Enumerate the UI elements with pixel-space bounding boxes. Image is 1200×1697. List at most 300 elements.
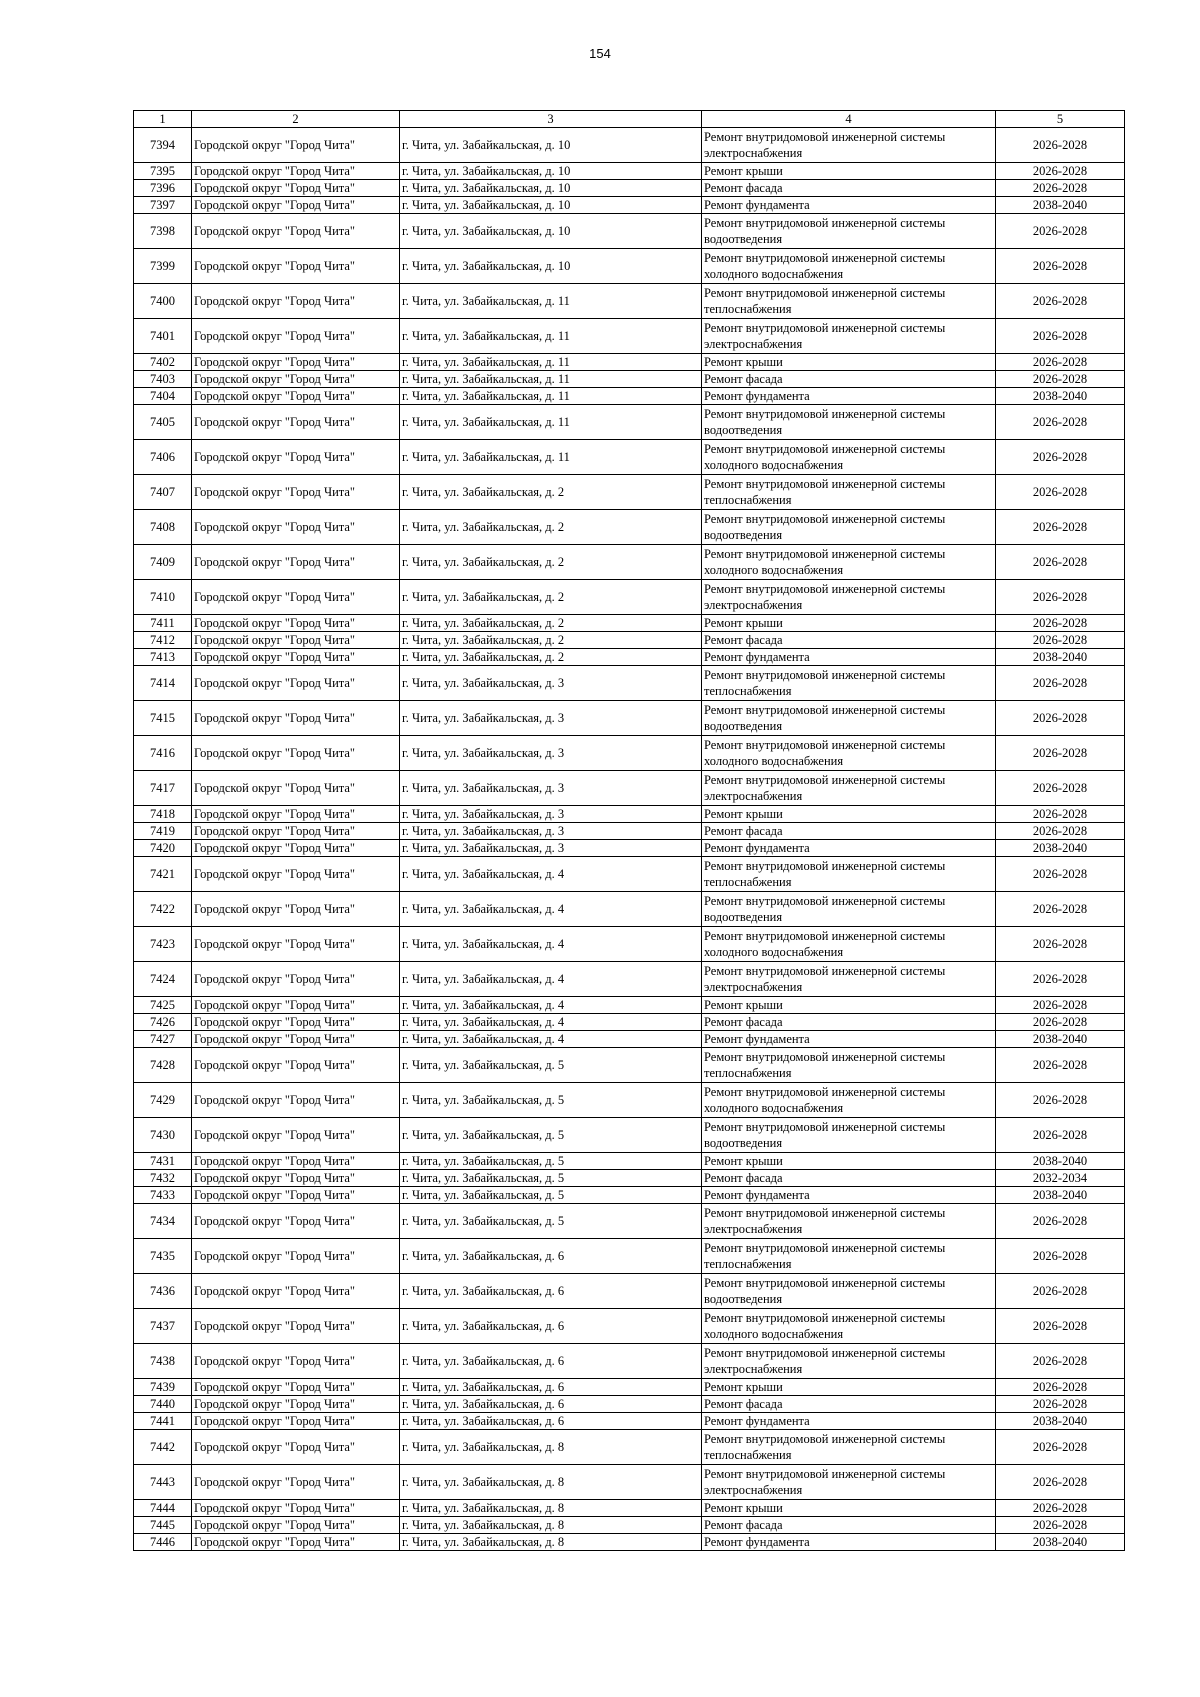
cell-row-number: 7435	[134, 1239, 192, 1274]
cell-work-type: Ремонт фасада	[702, 371, 996, 388]
cell-address: г. Чита, ул. Забайкальская, д. 8	[400, 1465, 702, 1500]
cell-row-number: 7437	[134, 1309, 192, 1344]
cell-work-type: Ремонт внутридомовой инженерной системы электроснабжения	[702, 319, 996, 354]
cell-address: г. Чита, ул. Забайкальская, д. 10	[400, 128, 702, 163]
table-row	[134, 1465, 1125, 1500]
table-row	[134, 1500, 1125, 1517]
cell-period: 2026-2028	[996, 1204, 1125, 1239]
cell-address: г. Чита, ул. Забайкальская, д. 5	[400, 1170, 702, 1187]
table-row	[134, 997, 1125, 1014]
cell-municipality: Городской округ "Город Чита"	[192, 1187, 400, 1204]
cell-address: г. Чита, ул. Забайкальская, д. 2	[400, 632, 702, 649]
cell-period: 2026-2028	[996, 1500, 1125, 1517]
cell-municipality: Городской округ "Город Чита"	[192, 354, 400, 371]
table-row	[134, 319, 1125, 354]
cell-row-number: 7428	[134, 1048, 192, 1083]
cell-work-type: Ремонт внутридомовой инженерной системы водоотведения	[702, 701, 996, 736]
cell-row-number: 7398	[134, 214, 192, 249]
cell-work-type: Ремонт внутридомовой инженерной системы теплоснабжения	[702, 284, 996, 319]
cell-municipality: Городской округ "Город Чита"	[192, 806, 400, 823]
cell-municipality: Городской округ "Город Чита"	[192, 1031, 400, 1048]
cell-municipality: Городской округ "Город Чита"	[192, 475, 400, 510]
cell-work-type: Ремонт фундамента	[702, 840, 996, 857]
cell-period: 2026-2028	[996, 1309, 1125, 1344]
cell-row-number: 7417	[134, 771, 192, 806]
table-row	[134, 857, 1125, 892]
cell-row-number: 7436	[134, 1274, 192, 1309]
table-row	[134, 892, 1125, 927]
cell-municipality: Городской округ "Город Чита"	[192, 962, 400, 997]
cell-work-type: Ремонт фундамента	[702, 388, 996, 405]
cell-municipality: Городской округ "Город Чита"	[192, 666, 400, 701]
cell-period: 2026-2028	[996, 440, 1125, 475]
cell-work-type: Ремонт крыши	[702, 1500, 996, 1517]
cell-address: г. Чита, ул. Забайкальская, д. 10	[400, 249, 702, 284]
cell-row-number: 7395	[134, 163, 192, 180]
cell-municipality: Городской округ "Город Чита"	[192, 197, 400, 214]
table-row	[134, 736, 1125, 771]
table-row	[134, 840, 1125, 857]
cell-municipality: Городской округ "Город Чита"	[192, 823, 400, 840]
cell-municipality: Городской округ "Город Чита"	[192, 1083, 400, 1118]
cell-period: 2038-2040	[996, 840, 1125, 857]
cell-row-number: 7424	[134, 962, 192, 997]
table-row	[134, 1413, 1125, 1430]
cell-work-type: Ремонт крыши	[702, 997, 996, 1014]
cell-municipality: Городской округ "Город Чита"	[192, 771, 400, 806]
cell-address: г. Чита, ул. Забайкальская, д. 2	[400, 475, 702, 510]
column-header-5: 5	[996, 111, 1125, 128]
column-header-3: 3	[400, 111, 702, 128]
cell-address: г. Чита, ул. Забайкальская, д. 4	[400, 1014, 702, 1031]
cell-work-type: Ремонт фундамента	[702, 1031, 996, 1048]
cell-work-type: Ремонт внутридомовой инженерной системы теплоснабжения	[702, 1239, 996, 1274]
cell-period: 2026-2028	[996, 806, 1125, 823]
cell-period: 2026-2028	[996, 771, 1125, 806]
cell-municipality: Городской округ "Город Чита"	[192, 1309, 400, 1344]
cell-address: г. Чита, ул. Забайкальская, д. 6	[400, 1239, 702, 1274]
cell-row-number: 7409	[134, 545, 192, 580]
cell-row-number: 7434	[134, 1204, 192, 1239]
column-header-4: 4	[702, 111, 996, 128]
table-row	[134, 580, 1125, 615]
cell-row-number: 7407	[134, 475, 192, 510]
cell-period: 2026-2028	[996, 962, 1125, 997]
table-row	[134, 666, 1125, 701]
table-row	[134, 1379, 1125, 1396]
cell-municipality: Городской округ "Город Чита"	[192, 1153, 400, 1170]
table-row	[134, 163, 1125, 180]
table-row	[134, 1430, 1125, 1465]
table-row	[134, 1187, 1125, 1204]
cell-work-type: Ремонт внутридомовой инженерной системы электроснабжения	[702, 1344, 996, 1379]
cell-address: г. Чита, ул. Забайкальская, д. 8	[400, 1430, 702, 1465]
cell-address: г. Чита, ул. Забайкальская, д. 2	[400, 615, 702, 632]
cell-address: г. Чита, ул. Забайкальская, д. 5	[400, 1118, 702, 1153]
cell-period: 2026-2028	[996, 545, 1125, 580]
cell-address: г. Чита, ул. Забайкальская, д. 4	[400, 997, 702, 1014]
cell-work-type: Ремонт внутридомовой инженерной системы холодного водоснабжения	[702, 1309, 996, 1344]
cell-municipality: Городской округ "Город Чита"	[192, 580, 400, 615]
cell-row-number: 7408	[134, 510, 192, 545]
cell-row-number: 7438	[134, 1344, 192, 1379]
table-row	[134, 510, 1125, 545]
cell-work-type: Ремонт внутридомовой инженерной системы теплоснабжения	[702, 475, 996, 510]
cell-address: г. Чита, ул. Забайкальская, д. 11	[400, 319, 702, 354]
cell-period: 2026-2028	[996, 580, 1125, 615]
cell-municipality: Городской округ "Город Чита"	[192, 615, 400, 632]
cell-period: 2026-2028	[996, 1274, 1125, 1309]
cell-period: 2026-2028	[996, 354, 1125, 371]
cell-period: 2026-2028	[996, 1118, 1125, 1153]
cell-period: 2038-2040	[996, 1153, 1125, 1170]
cell-municipality: Городской округ "Город Чита"	[192, 405, 400, 440]
cell-work-type: Ремонт крыши	[702, 1379, 996, 1396]
cell-municipality: Городской округ "Город Чита"	[192, 128, 400, 163]
cell-work-type: Ремонт внутридомовой инженерной системы электроснабжения	[702, 1465, 996, 1500]
table-row	[134, 962, 1125, 997]
cell-work-type: Ремонт фундамента	[702, 1187, 996, 1204]
cell-period: 2026-2028	[996, 927, 1125, 962]
cell-row-number: 7445	[134, 1517, 192, 1534]
cell-row-number: 7413	[134, 649, 192, 666]
cell-municipality: Городской округ "Город Чита"	[192, 857, 400, 892]
table-row	[134, 249, 1125, 284]
cell-work-type: Ремонт фасада	[702, 632, 996, 649]
cell-address: г. Чита, ул. Забайкальская, д. 4	[400, 1031, 702, 1048]
table-row	[134, 371, 1125, 388]
cell-municipality: Городской округ "Город Чита"	[192, 632, 400, 649]
cell-row-number: 7442	[134, 1430, 192, 1465]
cell-municipality: Городской округ "Город Чита"	[192, 180, 400, 197]
cell-work-type: Ремонт внутридомовой инженерной системы холодного водоснабжения	[702, 545, 996, 580]
cell-row-number: 7419	[134, 823, 192, 840]
table-row	[134, 1534, 1125, 1551]
cell-row-number: 7431	[134, 1153, 192, 1170]
cell-period: 2026-2028	[996, 1239, 1125, 1274]
cell-work-type: Ремонт внутридомовой инженерной системы водоотведения	[702, 214, 996, 249]
cell-period: 2038-2040	[996, 1534, 1125, 1551]
cell-work-type: Ремонт внутридомовой инженерной системы теплоснабжения	[702, 857, 996, 892]
cell-work-type: Ремонт внутридомовой инженерной системы холодного водоснабжения	[702, 1083, 996, 1118]
table-row	[134, 354, 1125, 371]
cell-period: 2038-2040	[996, 197, 1125, 214]
cell-municipality: Городской округ "Город Чита"	[192, 701, 400, 736]
cell-row-number: 7414	[134, 666, 192, 701]
cell-period: 2026-2028	[996, 405, 1125, 440]
cell-address: г. Чита, ул. Забайкальская, д. 3	[400, 771, 702, 806]
cell-work-type: Ремонт внутридомовой инженерной системы электроснабжения	[702, 580, 996, 615]
cell-work-type: Ремонт фасада	[702, 180, 996, 197]
cell-period: 2026-2028	[996, 163, 1125, 180]
cell-work-type: Ремонт фасада	[702, 823, 996, 840]
cell-municipality: Городской округ "Город Чита"	[192, 163, 400, 180]
cell-address: г. Чита, ул. Забайкальская, д. 5	[400, 1083, 702, 1118]
cell-row-number: 7426	[134, 1014, 192, 1031]
cell-address: г. Чита, ул. Забайкальская, д. 6	[400, 1379, 702, 1396]
cell-address: г. Чита, ул. Забайкальская, д. 6	[400, 1309, 702, 1344]
cell-address: г. Чита, ул. Забайкальская, д. 11	[400, 354, 702, 371]
cell-work-type: Ремонт внутридомовой инженерной системы холодного водоснабжения	[702, 927, 996, 962]
cell-period: 2026-2028	[996, 128, 1125, 163]
cell-row-number: 7401	[134, 319, 192, 354]
cell-period: 2026-2028	[996, 475, 1125, 510]
cell-work-type: Ремонт внутридомовой инженерной системы холодного водоснабжения	[702, 736, 996, 771]
cell-period: 2026-2028	[996, 284, 1125, 319]
cell-work-type: Ремонт внутридомовой инженерной системы электроснабжения	[702, 128, 996, 163]
cell-address: г. Чита, ул. Забайкальская, д. 8	[400, 1534, 702, 1551]
cell-address: г. Чита, ул. Забайкальская, д. 5	[400, 1187, 702, 1204]
cell-row-number: 7429	[134, 1083, 192, 1118]
table-row	[134, 1083, 1125, 1118]
cell-address: г. Чита, ул. Забайкальская, д. 2	[400, 510, 702, 545]
cell-period: 2026-2028	[996, 1344, 1125, 1379]
cell-address: г. Чита, ул. Забайкальская, д. 6	[400, 1396, 702, 1413]
cell-address: г. Чита, ул. Забайкальская, д. 5	[400, 1204, 702, 1239]
cell-municipality: Городской округ "Город Чита"	[192, 1048, 400, 1083]
table-row	[134, 1309, 1125, 1344]
cell-work-type: Ремонт внутридомовой инженерной системы водоотведения	[702, 510, 996, 545]
cell-municipality: Городской округ "Город Чита"	[192, 388, 400, 405]
cell-address: г. Чита, ул. Забайкальская, д. 11	[400, 440, 702, 475]
cell-work-type: Ремонт внутридомовой инженерной системы холодного водоснабжения	[702, 440, 996, 475]
cell-period: 2026-2028	[996, 1083, 1125, 1118]
cell-work-type: Ремонт внутридомовой инженерной системы водоотведения	[702, 1118, 996, 1153]
table-row	[134, 649, 1125, 666]
table-row	[134, 284, 1125, 319]
cell-row-number: 7397	[134, 197, 192, 214]
cell-municipality: Городской округ "Город Чита"	[192, 1274, 400, 1309]
cell-address: г. Чита, ул. Забайкальская, д. 5	[400, 1048, 702, 1083]
cell-period: 2032-2034	[996, 1170, 1125, 1187]
table-row	[134, 823, 1125, 840]
cell-work-type: Ремонт фасада	[702, 1396, 996, 1413]
cell-municipality: Городской округ "Город Чита"	[192, 736, 400, 771]
cell-address: г. Чита, ул. Забайкальская, д. 4	[400, 857, 702, 892]
cell-period: 2026-2028	[996, 615, 1125, 632]
cell-work-type: Ремонт внутридомовой инженерной системы теплоснабжения	[702, 1430, 996, 1465]
cell-work-type: Ремонт внутридомовой инженерной системы холодного водоснабжения	[702, 249, 996, 284]
table-row	[134, 1170, 1125, 1187]
cell-municipality: Городской округ "Город Чита"	[192, 840, 400, 857]
cell-work-type: Ремонт фасада	[702, 1170, 996, 1187]
cell-row-number: 7441	[134, 1413, 192, 1430]
table-row	[134, 1153, 1125, 1170]
cell-period: 2026-2028	[996, 892, 1125, 927]
cell-row-number: 7446	[134, 1534, 192, 1551]
cell-period: 2026-2028	[996, 823, 1125, 840]
cell-period: 2026-2028	[996, 1465, 1125, 1500]
cell-municipality: Городской округ "Город Чита"	[192, 892, 400, 927]
cell-row-number: 7402	[134, 354, 192, 371]
cell-address: г. Чита, ул. Забайкальская, д. 6	[400, 1274, 702, 1309]
cell-period: 2026-2028	[996, 371, 1125, 388]
table-row	[134, 1118, 1125, 1153]
cell-work-type: Ремонт крыши	[702, 1153, 996, 1170]
cell-municipality: Городской округ "Город Чита"	[192, 1517, 400, 1534]
cell-period: 2038-2040	[996, 1187, 1125, 1204]
cell-municipality: Городской округ "Город Чита"	[192, 440, 400, 475]
cell-work-type: Ремонт крыши	[702, 163, 996, 180]
table-row	[134, 440, 1125, 475]
cell-municipality: Городской округ "Город Чита"	[192, 510, 400, 545]
cell-address: г. Чита, ул. Забайкальская, д. 11	[400, 284, 702, 319]
cell-row-number: 7394	[134, 128, 192, 163]
cell-period: 2026-2028	[996, 666, 1125, 701]
cell-municipality: Городской округ "Город Чита"	[192, 371, 400, 388]
cell-address: г. Чита, ул. Забайкальская, д. 3	[400, 666, 702, 701]
cell-row-number: 7421	[134, 857, 192, 892]
cell-row-number: 7430	[134, 1118, 192, 1153]
cell-period: 2026-2028	[996, 1014, 1125, 1031]
cell-address: г. Чита, ул. Забайкальская, д. 5	[400, 1153, 702, 1170]
cell-row-number: 7418	[134, 806, 192, 823]
cell-work-type: Ремонт внутридомовой инженерной системы теплоснабжения	[702, 1048, 996, 1083]
cell-municipality: Городской округ "Город Чита"	[192, 1239, 400, 1274]
cell-work-type: Ремонт крыши	[702, 806, 996, 823]
cell-municipality: Городской округ "Город Чита"	[192, 649, 400, 666]
table-row	[134, 701, 1125, 736]
cell-period: 2038-2040	[996, 388, 1125, 405]
cell-address: г. Чита, ул. Забайкальская, д. 4	[400, 962, 702, 997]
cell-row-number: 7420	[134, 840, 192, 857]
table-row	[134, 1031, 1125, 1048]
cell-address: г. Чита, ул. Забайкальская, д. 6	[400, 1413, 702, 1430]
column-header-2: 2	[192, 111, 400, 128]
table-row	[134, 1274, 1125, 1309]
cell-municipality: Городской округ "Город Чита"	[192, 1170, 400, 1187]
cell-work-type: Ремонт внутридомовой инженерной системы теплоснабжения	[702, 666, 996, 701]
table-row	[134, 545, 1125, 580]
cell-municipality: Городской округ "Город Чита"	[192, 1430, 400, 1465]
cell-row-number: 7432	[134, 1170, 192, 1187]
cell-row-number: 7433	[134, 1187, 192, 1204]
cell-work-type: Ремонт крыши	[702, 615, 996, 632]
cell-municipality: Городской округ "Город Чита"	[192, 1118, 400, 1153]
cell-period: 2038-2040	[996, 649, 1125, 666]
cell-row-number: 7396	[134, 180, 192, 197]
table-row	[134, 771, 1125, 806]
cell-work-type: Ремонт фасада	[702, 1014, 996, 1031]
table-row	[134, 615, 1125, 632]
cell-work-type: Ремонт внутридомовой инженерной системы водоотведения	[702, 1274, 996, 1309]
cell-municipality: Городской округ "Город Чита"	[192, 1534, 400, 1551]
cell-municipality: Городской округ "Город Чита"	[192, 1396, 400, 1413]
cell-municipality: Городской округ "Город Чита"	[192, 1413, 400, 1430]
cell-period: 2026-2028	[996, 857, 1125, 892]
table-row	[134, 475, 1125, 510]
cell-row-number: 7425	[134, 997, 192, 1014]
cell-work-type: Ремонт крыши	[702, 354, 996, 371]
table-body	[134, 128, 1125, 1551]
cell-period: 2026-2028	[996, 1396, 1125, 1413]
cell-municipality: Городской округ "Город Чита"	[192, 1014, 400, 1031]
cell-address: г. Чита, ул. Забайкальская, д. 8	[400, 1500, 702, 1517]
cell-address: г. Чита, ул. Забайкальская, д. 2	[400, 545, 702, 580]
table-row	[134, 632, 1125, 649]
cell-row-number: 7439	[134, 1379, 192, 1396]
cell-municipality: Городской округ "Город Чита"	[192, 997, 400, 1014]
cell-municipality: Городской округ "Город Чита"	[192, 1465, 400, 1500]
cell-work-type: Ремонт фундамента	[702, 1534, 996, 1551]
cell-municipality: Городской округ "Город Чита"	[192, 1379, 400, 1396]
table-row	[134, 1014, 1125, 1031]
table-header-row	[134, 111, 1125, 128]
cell-period: 2038-2040	[996, 1413, 1125, 1430]
cell-period: 2038-2040	[996, 1031, 1125, 1048]
cell-row-number: 7406	[134, 440, 192, 475]
cell-period: 2026-2028	[996, 214, 1125, 249]
cell-address: г. Чита, ул. Забайкальская, д. 3	[400, 823, 702, 840]
cell-row-number: 7405	[134, 405, 192, 440]
cell-period: 2026-2028	[996, 1048, 1125, 1083]
cell-address: г. Чита, ул. Забайкальская, д. 4	[400, 892, 702, 927]
cell-row-number: 7411	[134, 615, 192, 632]
cell-address: г. Чита, ул. Забайкальская, д. 3	[400, 806, 702, 823]
cell-period: 2026-2028	[996, 180, 1125, 197]
cell-work-type: Ремонт внутридомовой инженерной системы электроснабжения	[702, 1204, 996, 1239]
table-row	[134, 1344, 1125, 1379]
cell-address: г. Чита, ул. Забайкальская, д. 3	[400, 736, 702, 771]
cell-row-number: 7415	[134, 701, 192, 736]
cell-municipality: Городской округ "Город Чита"	[192, 284, 400, 319]
cell-address: г. Чита, ул. Забайкальская, д. 2	[400, 580, 702, 615]
cell-address: г. Чита, ул. Забайкальская, д. 4	[400, 927, 702, 962]
cell-row-number: 7444	[134, 1500, 192, 1517]
cell-work-type: Ремонт фундамента	[702, 649, 996, 666]
cell-row-number: 7410	[134, 580, 192, 615]
cell-municipality: Городской округ "Город Чита"	[192, 249, 400, 284]
table-row	[134, 1517, 1125, 1534]
cell-row-number: 7404	[134, 388, 192, 405]
cell-work-type: Ремонт внутридомовой инженерной системы электроснабжения	[702, 962, 996, 997]
cell-work-type: Ремонт внутридомовой инженерной системы электроснабжения	[702, 771, 996, 806]
cell-municipality: Городской округ "Город Чита"	[192, 1344, 400, 1379]
cell-period: 2026-2028	[996, 997, 1125, 1014]
cell-municipality: Городской округ "Город Чита"	[192, 545, 400, 580]
cell-municipality: Городской округ "Город Чита"	[192, 319, 400, 354]
cell-address: г. Чита, ул. Забайкальская, д. 10	[400, 180, 702, 197]
cell-address: г. Чита, ул. Забайкальская, д. 8	[400, 1517, 702, 1534]
cell-work-type: Ремонт внутридомовой инженерной системы водоотведения	[702, 405, 996, 440]
table-row	[134, 180, 1125, 197]
cell-municipality: Городской округ "Город Чита"	[192, 1500, 400, 1517]
table-row	[134, 1204, 1125, 1239]
cell-row-number: 7399	[134, 249, 192, 284]
column-header-1: 1	[134, 111, 192, 128]
cell-period: 2026-2028	[996, 736, 1125, 771]
cell-row-number: 7403	[134, 371, 192, 388]
cell-address: г. Чита, ул. Забайкальская, д. 10	[400, 163, 702, 180]
cell-address: г. Чита, ул. Забайкальская, д. 3	[400, 701, 702, 736]
cell-period: 2026-2028	[996, 1430, 1125, 1465]
cell-period: 2026-2028	[996, 632, 1125, 649]
cell-address: г. Чита, ул. Забайкальская, д. 11	[400, 388, 702, 405]
cell-work-type: Ремонт внутридомовой инженерной системы водоотведения	[702, 892, 996, 927]
cell-address: г. Чита, ул. Забайкальская, д. 11	[400, 371, 702, 388]
cell-row-number: 7416	[134, 736, 192, 771]
cell-work-type: Ремонт фундамента	[702, 197, 996, 214]
cell-address: г. Чита, ул. Забайкальская, д. 11	[400, 405, 702, 440]
cell-row-number: 7440	[134, 1396, 192, 1413]
cell-municipality: Городской округ "Город Чита"	[192, 927, 400, 962]
cell-period: 2026-2028	[996, 319, 1125, 354]
table-row	[134, 197, 1125, 214]
table-row	[134, 1239, 1125, 1274]
cell-period: 2026-2028	[996, 1517, 1125, 1534]
cell-address: г. Чита, ул. Забайкальская, д. 10	[400, 197, 702, 214]
cell-period: 2026-2028	[996, 249, 1125, 284]
